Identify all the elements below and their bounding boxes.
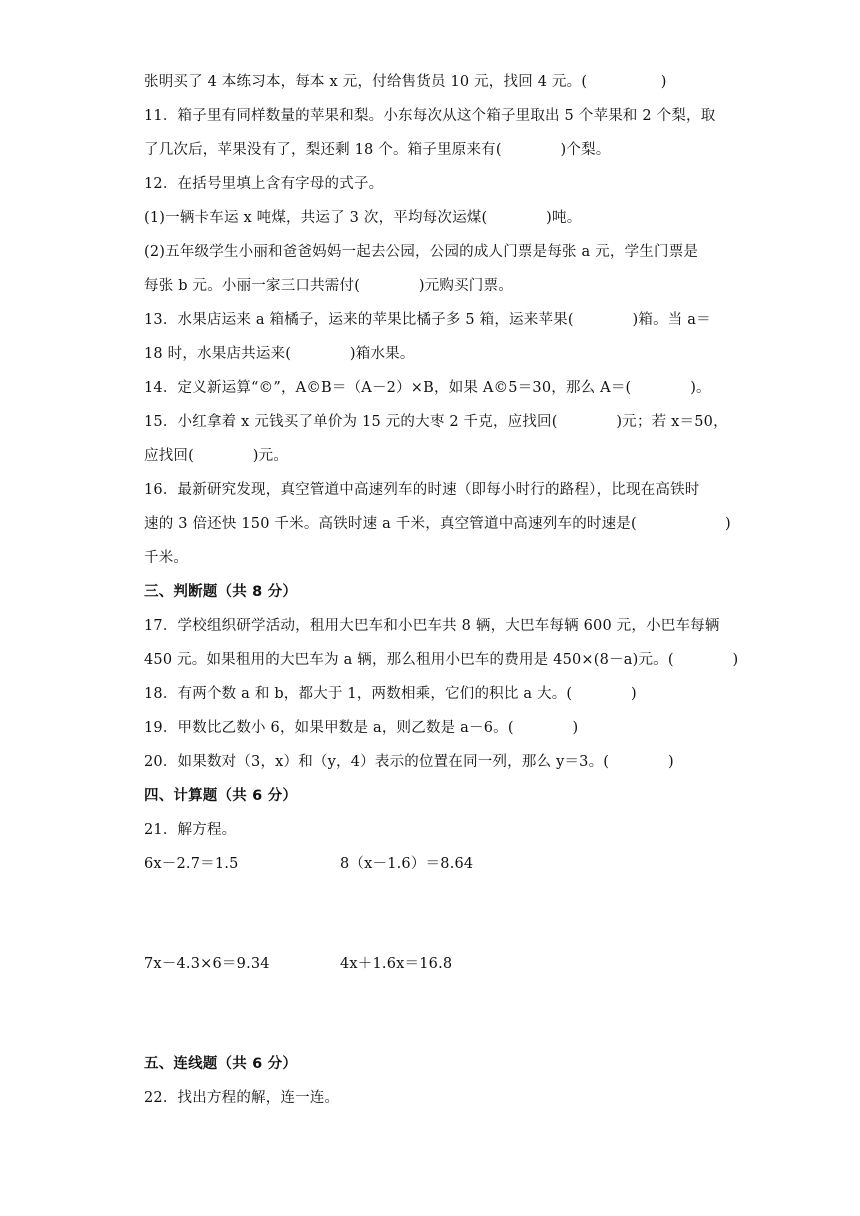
question-17: 17．学校组织研学活动，租用大巴车和小巴车共 8 辆，大巴车每辆 600 元，小巴车每辆 — [144, 618, 720, 634]
section-heading-calculation: 四、计算题（共 6 分） — [144, 788, 298, 804]
text-line: 每张 b 元。小丽一家三口共需付( )元购买门票。 — [144, 278, 513, 294]
equation-4: 4x＋1.6x＝16.8 — [340, 956, 453, 972]
question-16: 16．最新研究发现，真空管道中高速列车的时速（即每小时行的路程），比现在高铁时 — [144, 482, 700, 498]
section-heading-judgement: 三、判断题（共 8 分） — [144, 584, 298, 600]
equation-2: 8（x－1.6）＝8.64 — [340, 856, 474, 872]
question-15: 15．小红拿着 x 元钱买了单价为 15 元的大枣 2 千克，应找回( )元；若 x＝50， — [144, 414, 728, 430]
equation-1: 6x－2.7＝1.5 — [144, 856, 239, 872]
text-line: 450 元。如果租用的大巴车为 a 辆，那么租用小巴车的费用是 450×(8－a)元。( ) — [144, 652, 739, 668]
question-19: 19．甲数比乙数小 6，如果甲数是 a，则乙数是 a－6。( ) — [144, 720, 579, 736]
section-heading-matching: 五、连线题（共 6 分） — [144, 1056, 298, 1072]
text-line: 千米。 — [144, 550, 189, 566]
question-21: 21．解方程。 — [144, 822, 237, 838]
question-12-2: (2)五年级学生小丽和爸爸妈妈一起去公园，公园的成人门票是每张 a 元，学生门票是 — [144, 244, 699, 260]
question-12-1: (1)一辆卡车运 x 吨煤，共运了 3 次，平均每次运煤( )吨。 — [144, 210, 582, 226]
question-13: 13．水果店运来 a 箱橘子，运来的苹果比橘子多 5 箱，运来苹果( )箱。当 a＝ — [144, 312, 711, 328]
question-12: 12．在括号里填上含有字母的式子。 — [144, 176, 384, 192]
question-14: 14．定义新运算“©”，A©B＝（A－2）×B，如果 A©5＝30，那么 A＝( )。 — [144, 380, 711, 396]
text-line: 速的 3 倍还快 150 千米。高铁时速 a 千米，真空管道中高速列车的时速是( ) — [144, 516, 731, 532]
question-18: 18．有两个数 a 和 b，都大于 1，两数相乘，它们的积比 a 大。( ) — [144, 686, 637, 702]
question-11: 11．箱子里有同样数量的苹果和梨。小东每次从这个箱子里取出 5 个苹果和 2 个梨，取 — [144, 108, 716, 124]
text-line: 张明买了 4 本练习本，每本 x 元，付给售货员 10 元，找回 4 元。( ) — [144, 74, 667, 90]
equation-3: 7x－4.3×6＝9.34 — [144, 956, 270, 972]
question-20: 20．如果数对（3，x）和（y，4）表示的位置在同一列，那么 y＝3。( ) — [144, 754, 674, 770]
text-line: 18 时，水果店共运来( )箱水果。 — [144, 346, 415, 362]
text-line: 了几次后，苹果没有了，梨还剩 18 个。箱子里原来有( )个梨。 — [144, 142, 611, 158]
question-22: 22．找出方程的解，连一连。 — [144, 1090, 340, 1106]
text-line: 应找回( )元。 — [144, 448, 289, 464]
